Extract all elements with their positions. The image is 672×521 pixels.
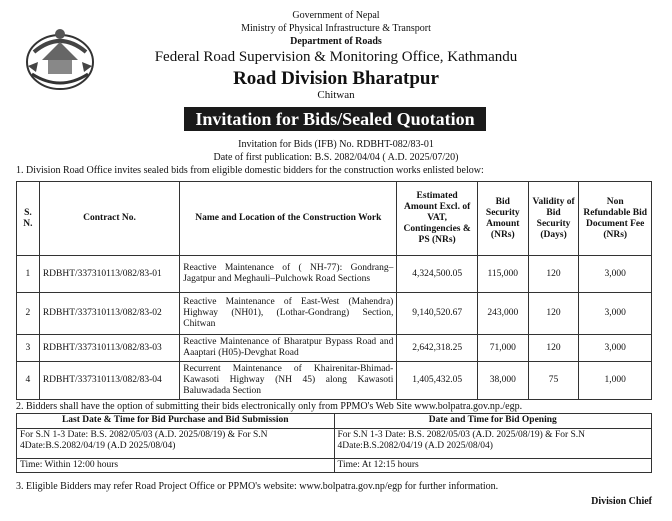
row-sn: 4	[17, 362, 40, 400]
row-security: 38,000	[477, 362, 528, 400]
row-contract: RDBHT/337310113/082/83-02	[39, 293, 179, 335]
publication-date: Date of first publication: B.S. 2082/04/04 ( A.D. 2025/07/20)	[213, 152, 459, 163]
table-row	[17, 293, 652, 335]
row-name: Reactive Maintenance of ( NH-77): Gondrang–Jagatpur and Meghauli–Pulchowk Road Sections	[180, 256, 397, 293]
row-validity: 120	[528, 293, 579, 335]
opening-date: For S.N 1-3 Date: B.S. 2082/05/03 (A.D. 2025/08/19) & For S.N 4Date:B.S.2082/04/19 (A.D 2025/08/04)	[334, 428, 652, 458]
department-line: Department of Roads	[290, 36, 382, 47]
signature: Division Chief	[591, 496, 652, 507]
dates-header-submission: Last Date & Time for Bid Purchase and Bid Submission	[17, 414, 335, 429]
header-validity: Validity of Bid Security (Days)	[528, 182, 579, 256]
row-security: 115,000	[477, 256, 528, 293]
ministry-line: Ministry of Physical Infrastructure & Transport	[241, 23, 431, 34]
invitation-banner: Invitation for Bids/Sealed Quotation	[184, 107, 486, 131]
row-estimate: 1,405,432.05	[397, 362, 478, 400]
paragraph-1: 1. Division Road Office invites sealed bids from eligible domestic bidders for the construction works enlisted below:	[16, 165, 484, 176]
row-sn: 3	[17, 335, 40, 362]
row-validity: 120	[528, 256, 579, 293]
row-estimate: 4,324,500.05	[397, 256, 478, 293]
submission-time: Time: Within 12:00 hours	[17, 458, 335, 473]
row-security: 71,000	[477, 335, 528, 362]
header-estimate: Estimated Amount Excl. of VAT, Contingencies & PS (NRs)	[397, 182, 478, 256]
submission-date: For S.N 1-3 Date: B.S. 2082/05/03 (A.D. 2025/08/19) & For S.N 4Date:B.S.2082/04/19 (A.D 2025/08/04)	[17, 428, 335, 458]
table-row	[17, 256, 652, 293]
row-validity: 75	[528, 362, 579, 400]
row-estimate: 9,140,520.67	[397, 293, 478, 335]
opening-time: Time: At 12:15 hours	[334, 458, 652, 473]
district-line: Chitwan	[317, 89, 355, 101]
row-contract: RDBHT/337310113/082/83-03	[39, 335, 179, 362]
row-name: Reactive Maintenance of Bharatpur Bypass Road and Aaaptari (H05)-Devghat Road	[180, 335, 397, 362]
row-name: Recurrent Maintenance of Khairenitar-Bhimad-Kawasoti Highway (NH 45) along Kawasoti Baluwadada Section	[180, 362, 397, 400]
row-fee: 3,000	[579, 256, 652, 293]
header-fee: Non Refundable Bid Document Fee (NRs)	[579, 182, 652, 256]
row-validity: 120	[528, 335, 579, 362]
row-sn: 2	[17, 293, 40, 335]
header-security: Bid Security Amount (NRs)	[477, 182, 528, 256]
bid-table	[16, 181, 652, 400]
table-row	[17, 335, 652, 362]
row-contract: RDBHT/337310113/082/83-01	[39, 256, 179, 293]
ifb-number: Invitation for Bids (IFB) No. RDBHT-082/83-01	[238, 139, 434, 150]
row-fee: 3,000	[579, 335, 652, 362]
row-name: Reactive Maintenance of East-West (Mahendra) Highway (NH01), (Lothar-Gondrang) Section, Chitwan	[180, 293, 397, 335]
row-contract: RDBHT/337310113/082/83-04	[39, 362, 179, 400]
paragraph-3: 3. Eligible Bidders may refer Road Project Office or PPMO's website: www.bolpatra.gov.np/egp for further information.	[16, 481, 499, 492]
division-line: Road Division Bharatpur	[233, 68, 439, 89]
dates-header-opening: Date and Time for Bid Opening	[334, 414, 652, 429]
row-fee: 1,000	[579, 362, 652, 400]
header-sn: S. N.	[17, 182, 40, 256]
paragraph-2: 2. Bidders shall have the option of submitting their bids electronically only from PPMO's Web Site www.bolpatra.gov.np./egp.	[16, 401, 523, 412]
row-security: 243,000	[477, 293, 528, 335]
header-name: Name and Location of the Construction Work	[180, 182, 397, 256]
row-sn: 1	[17, 256, 40, 293]
dates-table	[16, 413, 652, 473]
header-contract: Contract No.	[39, 182, 179, 256]
gov-line: Government of Nepal	[292, 10, 380, 21]
row-fee: 3,000	[579, 293, 652, 335]
table-row	[17, 362, 652, 400]
office-line: Federal Road Supervision & Monitoring Office, Kathmandu	[154, 49, 518, 65]
row-estimate: 2,642,318.25	[397, 335, 478, 362]
